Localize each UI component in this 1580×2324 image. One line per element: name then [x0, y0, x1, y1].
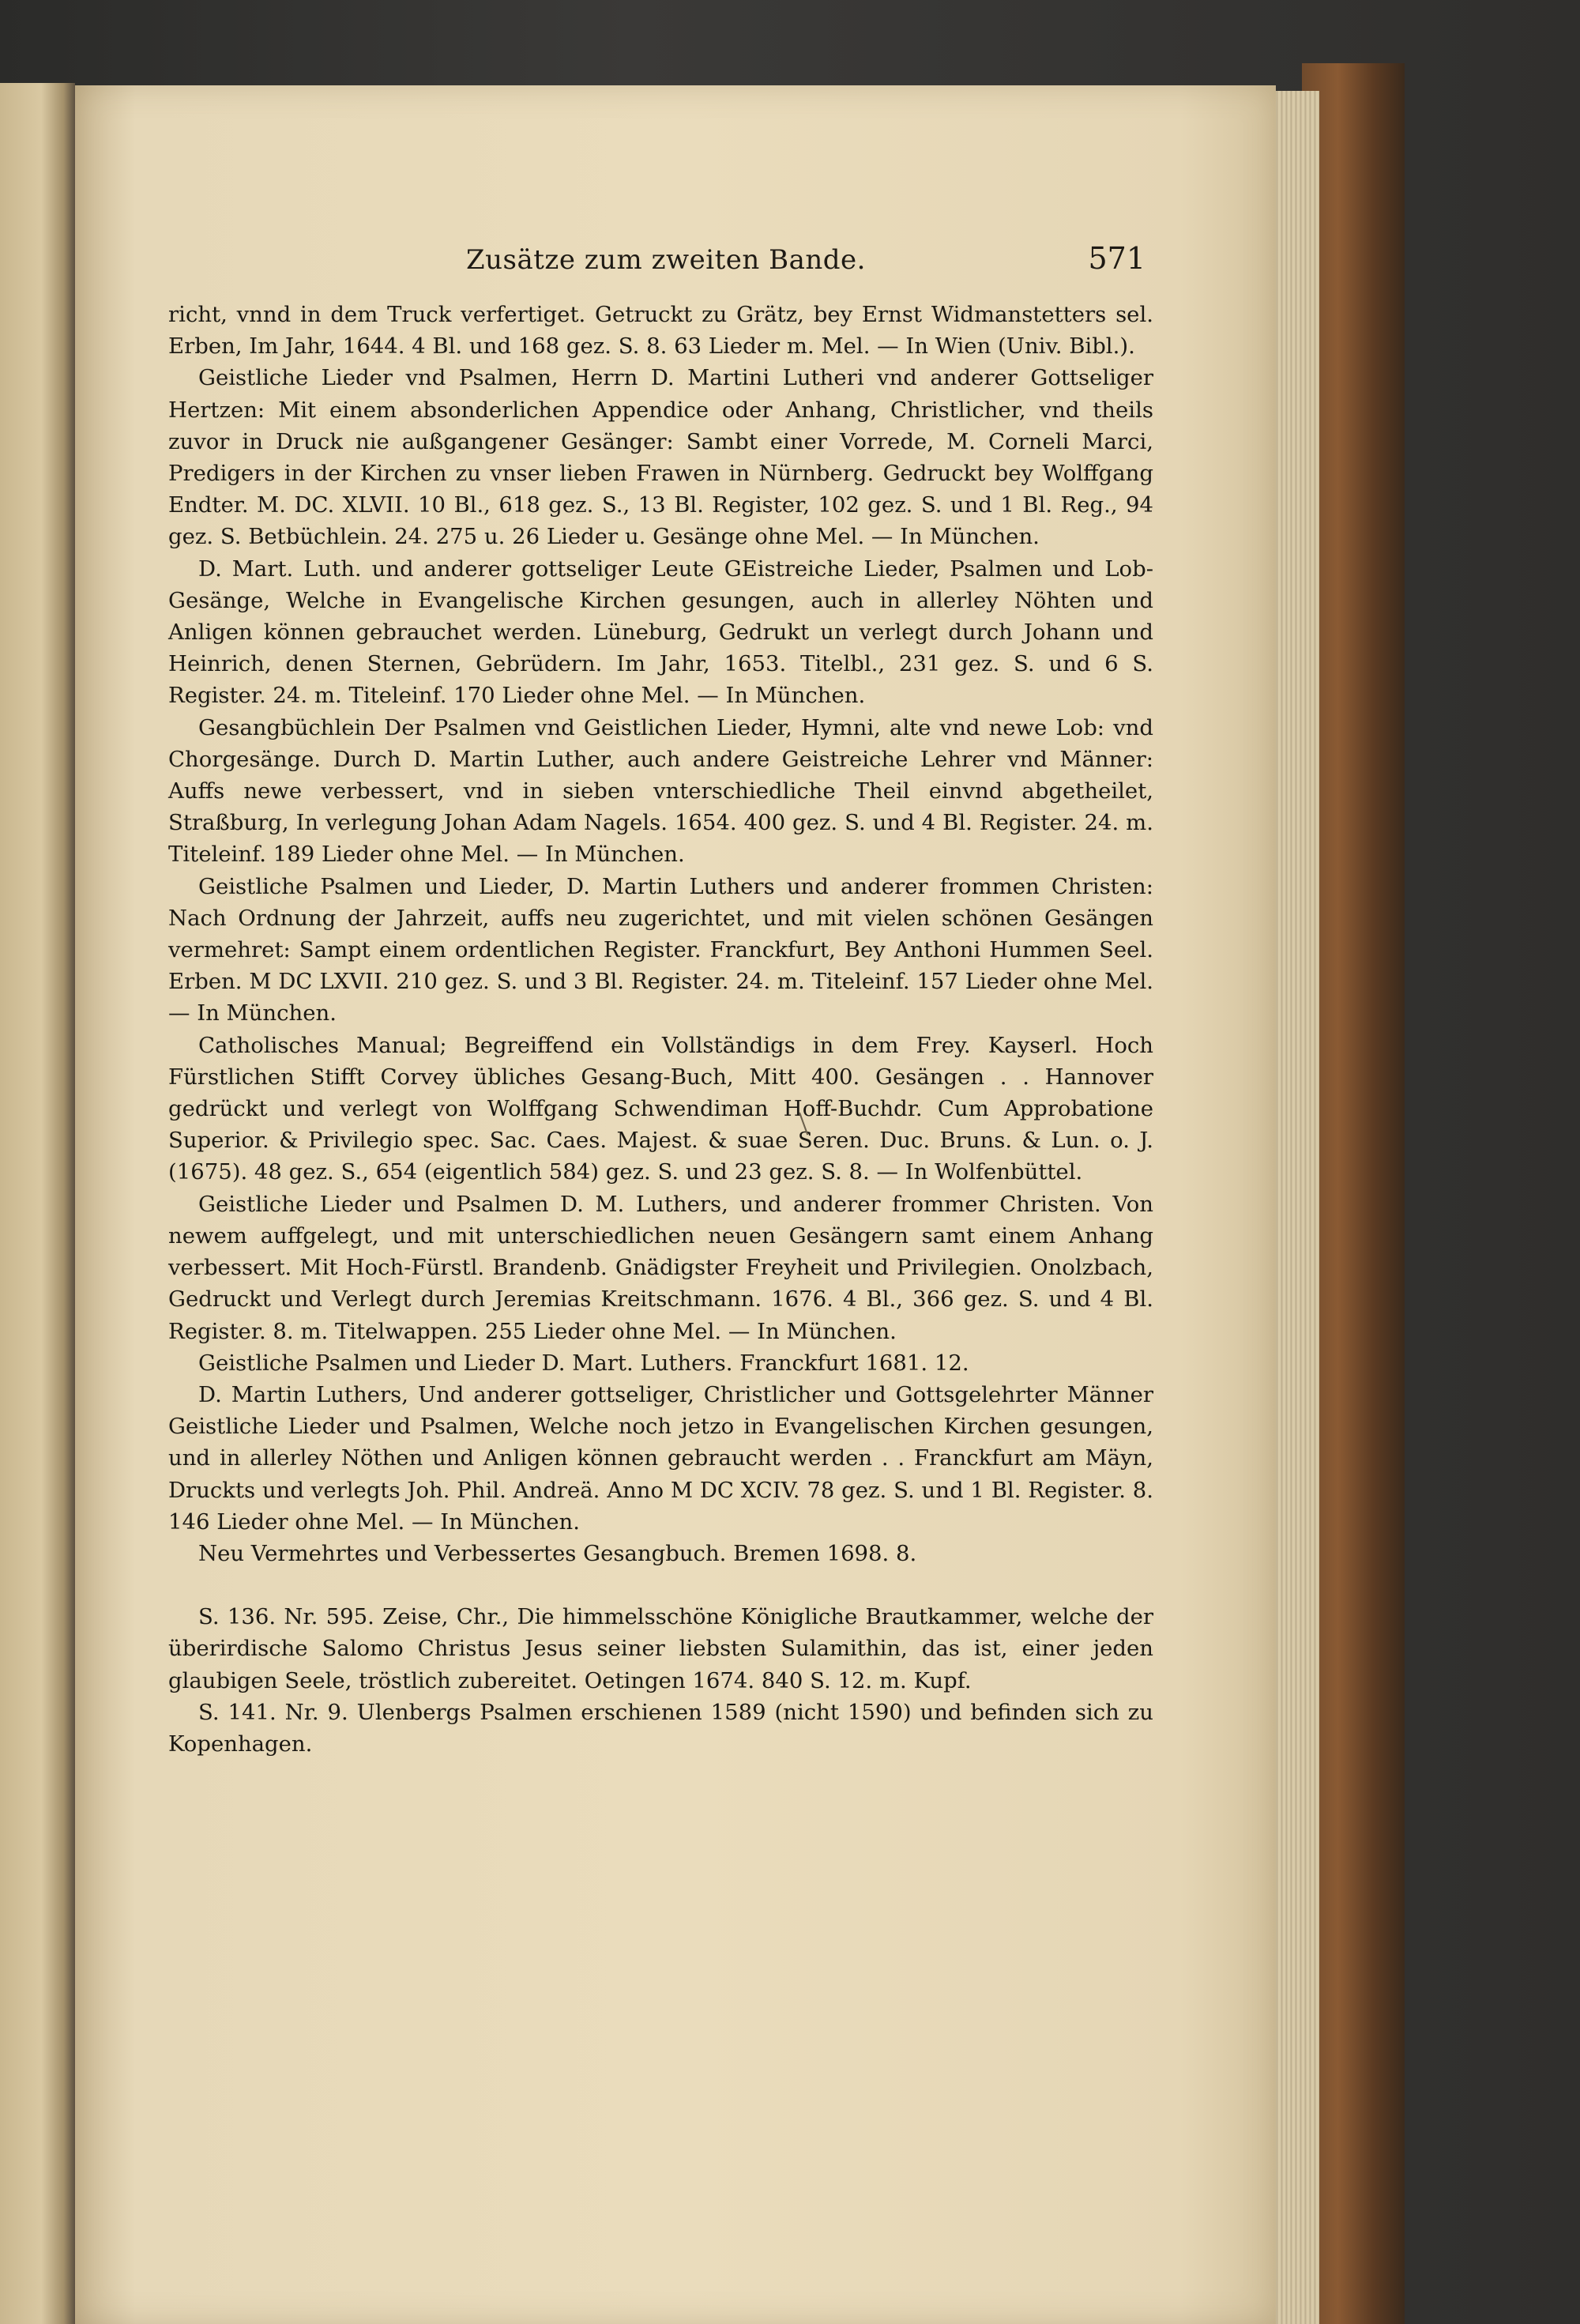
entry-paragraph: Geistliche Lieder und Psalmen D. M. Luthers, und anderer frommer Christen. Von newem auffgelegt, und mit unterschiedlichen neuen Gesängern samt einem Anhang verbessert. Mit Hoch-Fürstl. Brandenb. Gnädigster Freyheit und Privilegien. Onolzbach, Gedruckt und Verlegt durch Jeremias Kreitschmann. 1676. 4 Bl., 366 gez. S. und 4 Bl. Register. 8. m. Titelwappen. 255 Lieder ohne Mel. — In München. [168, 1191, 1153, 1344]
entry-paragraph: Geistliche Psalmen und Lieder D. Mart. Luthers. Franckfurt 1681. 12. [198, 1350, 969, 1376]
entry-paragraph: Geistliche Psalmen und Lieder, D. Martin Luthers und anderer frommen Christen: Nach Ordnung der Jahrzeit, auffs neu zugerichtet, und mit vielen schönen Gesängen vermehret: Sampt einem ordentlichen Register. Franckfurt, Bey Anthoni Hummen Seel. Erben. M DC LXVII. 210 gez. S. und 3 Bl. Register. 24. m. Titeleinf. 157 Lieder ohne Mel. — In München. [168, 873, 1153, 1026]
facing-page-edge [0, 83, 75, 2324]
entry-paragraph: Geistliche Lieder vnd Psalmen, Herrn D. Martini Lutheri vnd anderer Gottseliger Hertzen: Mit einem absonderlichen Appendice oder Anhang, Christlicher, vnd theils zuvor in Druck nie außgangener Gesänger: Sambt einer Vorrede, M. Corneli Marci, Predigers in der Kirchen zu vnser lieben Frawen in Nürnberg. Gedruckt bey Wolffgang Endter. M. DC. XLVII. 10 Bl., 618 gez. S., 13 Bl. Register, 102 gez. S. und 1 Bl. Reg., 94 gez. S. Betbüchlein. 24. 275 u. 26 Lieder u. Gesänge ohne Mel. — In München. [168, 365, 1153, 550]
entry-paragraph: richt, vnnd in dem Truck verfertiget. Getruckt zu Grätz, bey Ernst Widmanstetters sel. Erben, Im Jahr, 1644. 4 Bl. und 168 gez. S. 8. 63 Lieder m. Mel. — In Wien (Univ. Bibl.). [168, 302, 1153, 360]
entry-paragraph: D. Mart. Luth. und anderer gottseliger Leute GEistreiche Lieder, Psalmen und Lob-Gesänge, Welche in Evangelische Kirchen gesungen, auch in allerley Nöhten und Anligen können gebrauchet werden. Lüneburg, Gedrukt un verlegt durch Johann und Heinrich, denen Sternen, Gebrüdern. Im Jahr, 1653. Titelbl., 231 gez. S. und 6 S. Register. 24. m. Titeleinf. 170 Lieder ohne Mel. — In München. [168, 556, 1153, 709]
section-gap [168, 1569, 1153, 1601]
entry-paragraph: Gesangbüchlein Der Psalmen vnd Geistlichen Lieder, Hymni, alte vnd newe Lob: vnd Chorgesänge. Durch D. Martin Luther, auch andere Geistreiche Lehrer vnd Männer: Auffs newe verbessert, vnd in sieben vnterschiedliche Theil einvnd abgetheilet, Straßburg, In verlegung Johan Adam Nagels. 1654. 400 gez. S. und 4 Bl. Register. 24. m. Titeleinf. 189 Lieder ohne Mel. — In München. [168, 714, 1153, 868]
running-title: Zusätze zum zweiten Bande. [466, 244, 866, 276]
page-body [168, 299, 1153, 1760]
note-paragraph: S. 141. Nr. 9. Ulenbergs Psalmen erschienen 1589 (nicht 1590) und befinden sich zu Kopenhagen. [168, 1699, 1153, 1757]
entry-paragraph: D. Martin Luthers, Und anderer gottseliger, Christlicher und Gottsgelehrter Männer Geistliche Lieder und Psalmen, Welche noch jetzo in Evangelischen Kirchen gesungen, und in allerley Nöthen und Anligen können gebraucht werden . . Franckfurt am Mäyn, Druckts und verlegts Joh. Phil. Andreä. Anno M DC XCIV. 78 gez. S. und 1 Bl. Register. 8. 146 Lieder ohne Mel. — In München. [168, 1381, 1153, 1535]
page-number: 571 [1088, 241, 1146, 276]
entry-paragraph: Catholisches Manual; Begreiffend ein Vollständigs in dem Frey. Kayserl. Hoch Fürstlichen Stifft Corvey übliches Gesang-Buch, Mitt 400. Gesängen . . Hannover gedrückt und verlegt von Wolffgang Schwendiman Hoff-Buchdr. Cum Approbatione Superior. & Privilegio spec. Sac. Caes. Majest. & suae Seren. Duc. Bruns. & Lun. o. J. (1675). 48 gez. S., 654 (eigentlich 584) gez. S. und 23 gez. S. 8. — In Wolfenbüttel. [168, 1032, 1153, 1185]
entry-paragraph: Neu Vermehrtes und Verbessertes Gesangbuch. Bremen 1698. 8. [198, 1540, 917, 1566]
running-head [466, 241, 1146, 281]
note-paragraph: S. 136. Nr. 595. Zeise, Chr., Die himmelsschöne Königliche Brautkammer, welche der überirdische Salomo Christus Jesus seiner liebsten Sulamithin, das ist, einer jeden glaubigen Seele, tröstlich zubereitet. Oetingen 1674. 840 S. 12. m. Kupf. [168, 1604, 1153, 1693]
